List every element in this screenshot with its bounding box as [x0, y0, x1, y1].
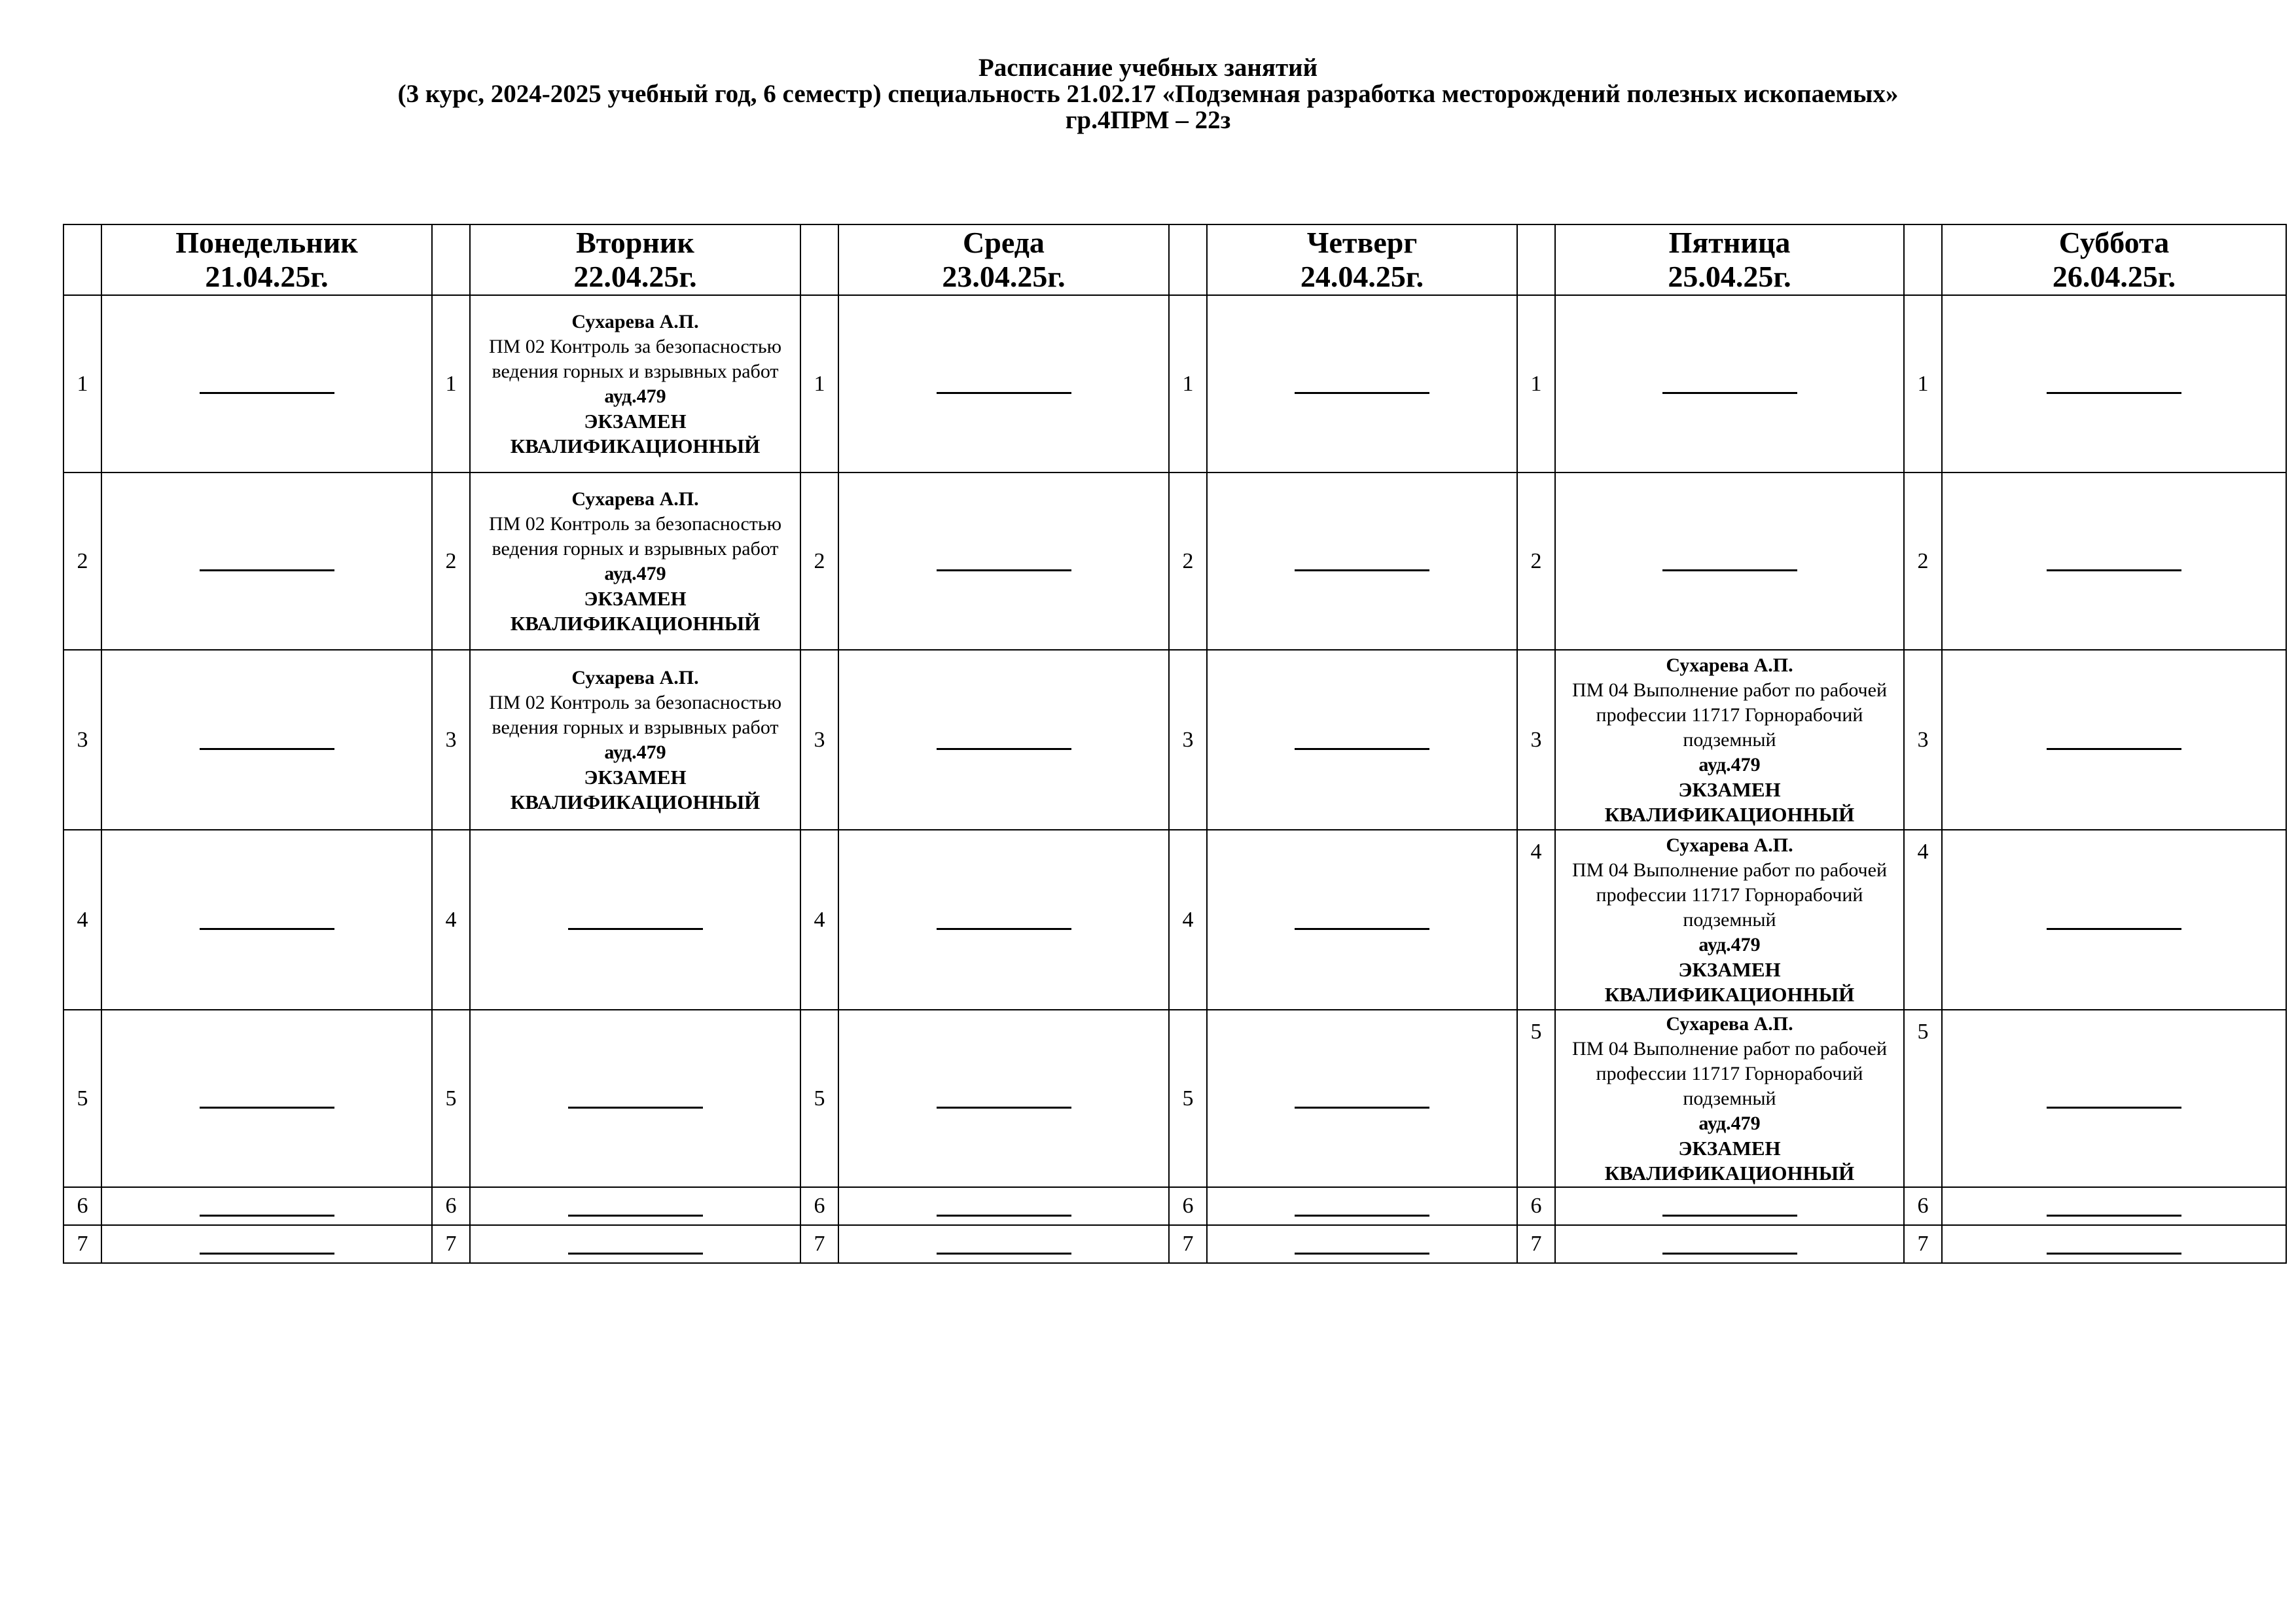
period-number: 7 — [432, 1225, 470, 1263]
lesson-cell — [838, 1225, 1169, 1263]
period-number: 6 — [1904, 1187, 1942, 1225]
lesson-cell — [1207, 830, 1517, 1010]
schedule-table — [63, 224, 2287, 1264]
table-row — [63, 295, 2286, 473]
room-number: ауд.479 — [1698, 753, 1761, 776]
lesson-cell — [101, 1225, 432, 1263]
period-number: 7 — [1904, 1225, 1942, 1263]
period-number: 1 — [63, 295, 101, 473]
period-number: 4 — [800, 830, 838, 1010]
subject-name: ПМ 02 Контроль за безопасностью ведения горных и взрывных работ — [488, 512, 782, 560]
lesson-cell — [101, 830, 432, 1010]
day-date: 25.04.25г. — [1668, 260, 1791, 293]
lesson-cell — [101, 1187, 432, 1225]
title-line-3: гр.4ПРМ – 22з — [1065, 106, 1231, 134]
lesson-cell — [838, 830, 1169, 1010]
lesson-cell — [1942, 295, 2286, 473]
period-number: 1 — [1904, 295, 1942, 473]
period-number: 7 — [800, 1225, 838, 1263]
table-row — [63, 1010, 2286, 1187]
period-number: 3 — [63, 650, 101, 830]
exam-label: ЭКЗАМЕН — [1678, 777, 1781, 801]
lesson-cell — [1942, 1225, 2286, 1263]
period-number: 2 — [800, 473, 838, 650]
day-header-tuesday — [470, 224, 800, 295]
period-number: 6 — [800, 1187, 838, 1225]
room-number: ауд.479 — [1698, 933, 1761, 955]
empty-slot-line — [200, 1091, 334, 1109]
lesson-entry — [1556, 653, 1903, 827]
empty-slot-line — [937, 912, 1071, 930]
teacher-name: Сухарева А.П. — [571, 666, 699, 688]
day-name: Суббота — [2058, 226, 2170, 259]
empty-slot-line — [200, 376, 334, 394]
subject-name: ПМ 02 Контроль за безопасностью ведения горных и взрывных работ — [488, 691, 782, 738]
lesson-cell — [1942, 1010, 2286, 1187]
room-number: ауд.479 — [604, 562, 666, 584]
empty-slot-line — [200, 1237, 334, 1255]
lesson-cell — [1207, 295, 1517, 473]
empty-slot-line — [937, 1237, 1071, 1255]
empty-slot-line — [568, 1199, 703, 1217]
period-number: 1 — [1169, 295, 1207, 473]
period-number: 1 — [432, 295, 470, 473]
exam-type: КВАЛИФИКАЦИОННЫЙ — [510, 790, 761, 813]
exam-label: ЭКЗАМЕН — [1678, 1136, 1781, 1160]
exam-type: КВАЛИФИКАЦИОННЫЙ — [1604, 982, 1855, 1006]
empty-slot-line — [2047, 732, 2181, 750]
lesson-cell — [470, 295, 800, 473]
lesson-cell — [1555, 295, 1904, 473]
lesson-cell — [1555, 1225, 1904, 1263]
lesson-cell — [101, 1010, 432, 1187]
empty-slot-line — [1295, 1091, 1429, 1109]
day-date: 26.04.25г. — [2052, 260, 2176, 293]
table-row — [63, 830, 2286, 1010]
exam-label: ЭКЗАМЕН — [1678, 957, 1781, 981]
empty-slot-line — [1295, 1237, 1429, 1255]
teacher-name: Сухарева А.П. — [1666, 1012, 1793, 1035]
header-num-cell — [1904, 224, 1942, 295]
lesson-cell — [470, 473, 800, 650]
period-number: 7 — [1517, 1225, 1555, 1263]
lesson-cell — [1555, 1187, 1904, 1225]
day-header-wednesday — [838, 224, 1169, 295]
period-number: 7 — [63, 1225, 101, 1263]
empty-slot-line — [200, 732, 334, 750]
lesson-cell — [1207, 650, 1517, 830]
exam-label: ЭКЗАМЕН — [584, 409, 687, 433]
period-number: 6 — [432, 1187, 470, 1225]
header-row — [63, 224, 2286, 295]
empty-slot-line — [200, 912, 334, 930]
period-number: 4 — [63, 830, 101, 1010]
empty-slot-line — [568, 1237, 703, 1255]
teacher-name: Сухарева А.П. — [571, 310, 699, 332]
day-name: Вторник — [576, 226, 694, 259]
period-number: 5 — [800, 1010, 838, 1187]
lesson-cell — [470, 830, 800, 1010]
lesson-cell — [470, 1010, 800, 1187]
period-number: 5 — [1169, 1010, 1207, 1187]
day-name: Среда — [963, 226, 1045, 259]
day-name: Пятница — [1668, 226, 1791, 259]
table-row — [63, 1225, 2286, 1263]
empty-slot-line — [1662, 1237, 1797, 1255]
period-number: 6 — [63, 1187, 101, 1225]
empty-slot-line — [1295, 554, 1429, 571]
lesson-cell — [1942, 1187, 2286, 1225]
empty-slot-line — [1295, 732, 1429, 750]
lesson-cell — [1207, 1187, 1517, 1225]
period-number: 7 — [1169, 1225, 1207, 1263]
exam-type: КВАЛИФИКАЦИОННЫЙ — [510, 611, 761, 635]
empty-slot-line — [200, 554, 334, 571]
day-header-friday — [1555, 224, 1904, 295]
period-number: 2 — [432, 473, 470, 650]
empty-slot-line — [2047, 1199, 2181, 1217]
teacher-name: Сухарева А.П. — [1666, 654, 1793, 676]
title-line-2: (3 курс, 2024-2025 учебный год, 6 семестр) специальность 21.02.17 «Подземная разработка месторождений полезных ископаемых» — [397, 80, 1899, 108]
exam-type: КВАЛИФИКАЦИОННЫЙ — [1604, 802, 1855, 826]
lesson-cell — [1942, 473, 2286, 650]
teacher-name: Сухарева А.П. — [1666, 834, 1793, 856]
period-number: 1 — [1517, 295, 1555, 473]
lesson-cell — [838, 1010, 1169, 1187]
period-number: 3 — [1169, 650, 1207, 830]
period-number: 6 — [1517, 1187, 1555, 1225]
teacher-name: Сухарева А.П. — [571, 488, 699, 510]
lesson-cell — [838, 650, 1169, 830]
schedule-title — [0, 55, 2296, 134]
period-number: 4 — [1904, 830, 1942, 1010]
period-number: 5 — [1517, 1010, 1555, 1187]
empty-slot-line — [2047, 376, 2181, 394]
header-num-cell — [800, 224, 838, 295]
period-number: 1 — [800, 295, 838, 473]
lesson-cell — [1555, 473, 1904, 650]
period-number: 4 — [1169, 830, 1207, 1010]
title-line-1: Расписание учебных занятий — [978, 54, 1318, 82]
period-number: 3 — [800, 650, 838, 830]
lesson-entry — [1556, 833, 1903, 1007]
lesson-cell — [1555, 1010, 1904, 1187]
lesson-cell — [1207, 1225, 1517, 1263]
lesson-cell — [101, 295, 432, 473]
header-num-cell — [432, 224, 470, 295]
subject-name: ПМ 02 Контроль за безопасностью ведения горных и взрывных работ — [488, 335, 782, 382]
lesson-cell — [1942, 830, 2286, 1010]
period-number: 3 — [1517, 650, 1555, 830]
lesson-cell — [470, 1225, 800, 1263]
lesson-cell — [1207, 473, 1517, 650]
empty-slot-line — [1662, 376, 1797, 394]
empty-slot-line — [2047, 1091, 2181, 1109]
table-row — [63, 1187, 2286, 1225]
empty-slot-line — [1662, 1199, 1797, 1217]
day-header-thursday — [1207, 224, 1517, 295]
empty-slot-line — [568, 912, 703, 930]
empty-slot-line — [1295, 1199, 1429, 1217]
period-number: 5 — [432, 1010, 470, 1187]
exam-label: ЭКЗАМЕН — [584, 765, 687, 789]
lesson-cell — [101, 473, 432, 650]
empty-slot-line — [937, 732, 1071, 750]
table-row — [63, 650, 2286, 830]
subject-name: ПМ 04 Выполнение работ по рабочей профессии 11717 Горнорабочий подземный — [1571, 859, 1888, 931]
period-number: 4 — [1517, 830, 1555, 1010]
lesson-cell — [838, 295, 1169, 473]
subject-name: ПМ 04 Выполнение работ по рабочей профессии 11717 Горнорабочий подземный — [1571, 1037, 1888, 1109]
day-date: 22.04.25г. — [573, 260, 697, 293]
lesson-cell — [1555, 650, 1904, 830]
lesson-entry — [471, 666, 800, 815]
empty-slot-line — [2047, 1237, 2181, 1255]
room-number: ауд.479 — [604, 741, 666, 763]
empty-slot-line — [937, 1091, 1071, 1109]
period-number: 2 — [1517, 473, 1555, 650]
empty-slot-line — [2047, 912, 2181, 930]
period-number: 2 — [63, 473, 101, 650]
empty-slot-line — [1662, 554, 1797, 571]
lesson-cell — [1207, 1010, 1517, 1187]
lesson-entry — [471, 487, 800, 636]
room-number: ауд.479 — [604, 385, 666, 407]
lesson-entry — [1556, 1012, 1903, 1186]
lesson-cell — [1555, 830, 1904, 1010]
period-number: 5 — [63, 1010, 101, 1187]
day-name: Четверг — [1306, 226, 1418, 259]
empty-slot-line — [937, 376, 1071, 394]
table-row — [63, 473, 2286, 650]
header-num-cell — [1517, 224, 1555, 295]
empty-slot-line — [1295, 376, 1429, 394]
day-date: 23.04.25г. — [942, 260, 1066, 293]
subject-name: ПМ 04 Выполнение работ по рабочей профессии 11717 Горнорабочий подземный — [1571, 679, 1888, 751]
period-number: 2 — [1169, 473, 1207, 650]
header-num-cell — [1169, 224, 1207, 295]
empty-slot-line — [2047, 554, 2181, 571]
day-name: Понедельник — [175, 226, 358, 259]
empty-slot-line — [937, 554, 1071, 571]
empty-slot-line — [568, 1091, 703, 1109]
exam-type: КВАЛИФИКАЦИОННЫЙ — [1604, 1161, 1855, 1185]
period-number: 4 — [432, 830, 470, 1010]
period-number: 5 — [1904, 1010, 1942, 1187]
period-number: 3 — [432, 650, 470, 830]
day-date: 24.04.25г. — [1300, 260, 1424, 293]
period-number: 6 — [1169, 1187, 1207, 1225]
exam-label: ЭКЗАМЕН — [584, 586, 687, 610]
empty-slot-line — [1295, 912, 1429, 930]
period-number: 3 — [1904, 650, 1942, 830]
day-date: 21.04.25г. — [205, 260, 329, 293]
header-num-cell — [63, 224, 101, 295]
lesson-cell — [1942, 650, 2286, 830]
room-number: ауд.479 — [1698, 1112, 1761, 1134]
lesson-cell — [838, 473, 1169, 650]
period-number: 2 — [1904, 473, 1942, 650]
lesson-cell — [838, 1187, 1169, 1225]
lesson-cell — [470, 650, 800, 830]
exam-type: КВАЛИФИКАЦИОННЫЙ — [510, 434, 761, 457]
empty-slot-line — [937, 1199, 1071, 1217]
lesson-cell — [470, 1187, 800, 1225]
day-header-monday — [101, 224, 432, 295]
empty-slot-line — [200, 1199, 334, 1217]
day-header-saturday — [1942, 224, 2286, 295]
lesson-cell — [101, 650, 432, 830]
lesson-entry — [471, 310, 800, 459]
